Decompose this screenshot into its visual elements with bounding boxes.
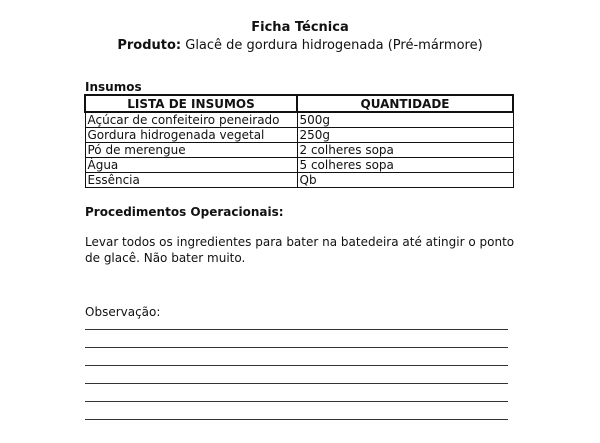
cell-quantity: Qb <box>297 173 513 188</box>
product-value: Glacê de gordura hidrogenada (Pré-mármore) <box>181 38 483 53</box>
table-row <box>85 158 513 173</box>
insumos-table <box>84 94 514 188</box>
cell-item: Pó de merengue <box>85 143 297 158</box>
cell-quantity: 2 colheres sopa <box>297 143 513 158</box>
column-header-lista: LISTA DE INSUMOS <box>85 95 297 112</box>
cell-item: Gordura hidrogenada vegetal <box>85 128 297 143</box>
observation-blank-line <box>85 364 508 366</box>
cell-quantity: 250g <box>297 128 513 143</box>
observation-blank-line <box>85 400 508 402</box>
observation-label: Observação: <box>85 305 161 319</box>
observation-blank-line <box>85 418 508 420</box>
cell-quantity: 5 colheres sopa <box>297 158 513 173</box>
procedures-text: Levar todos os ingredientes para bater na batedeira até atingir o ponto de glacê. Não bater muito. <box>85 235 515 265</box>
observation-blank-line <box>85 328 508 330</box>
cell-item: Água <box>85 158 297 173</box>
table-row <box>85 112 513 128</box>
cell-item: Essência <box>85 173 297 188</box>
insumos-section-label: Insumos <box>85 80 142 94</box>
cell-quantity: 500g <box>297 112 513 128</box>
product-line <box>0 38 600 53</box>
procedures-title: Procedimentos Operacionais: <box>85 205 284 219</box>
document-title: Ficha Técnica <box>251 20 349 35</box>
table-row <box>85 128 513 143</box>
observation-lines <box>85 328 508 436</box>
table-row <box>85 173 513 188</box>
table-row <box>85 143 513 158</box>
observation-blank-line <box>85 346 508 348</box>
observation-blank-line <box>85 382 508 384</box>
column-header-quantidade: QUANTIDADE <box>297 95 513 112</box>
product-label: Produto: <box>117 38 182 53</box>
cell-item: Açúcar de confeiteiro peneirado <box>85 112 297 128</box>
table-header-row <box>85 95 513 112</box>
